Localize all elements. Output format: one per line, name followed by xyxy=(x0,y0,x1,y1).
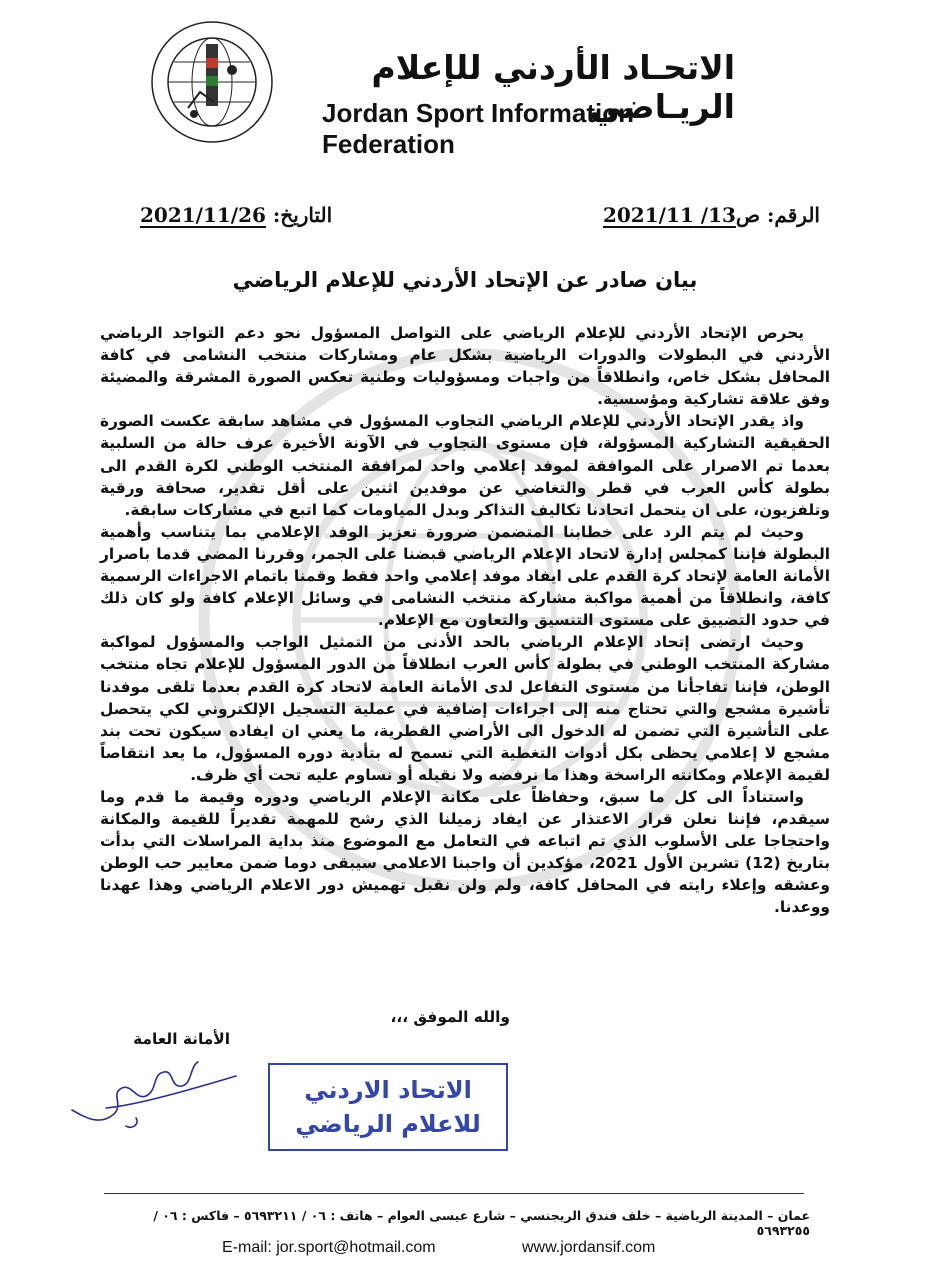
letter-date xyxy=(140,203,332,227)
footer-email: E-mail: jor.sport@hotmail.com xyxy=(222,1239,436,1256)
closing-line: والله الموفق ،،، xyxy=(390,1008,510,1026)
body-paragraph: وحيث ارتضى إتحاد الإعلام الرياضي بالحد الأدنى من التمثيل الواجب والمسؤول لمواكبة مشاركة المنتخب الوطني في بطولة كأس العرب انطلاقاً من الدور المسؤول للإعلام تجاه منتخب الوطن، فإننا تفاجأنا من مستوى التفاعل لدى الأمانة العامة لاتحاد كرة القدم بعدما تلقى موفدنا تأشيرة مشجع والتي تحتاج منه إلى اجراءات إضافية في عملية التسجيل الإلكتروني لكي يتحصل على التأشيرة التي تضمن له الدخول الى الأراضي القطرية، ما يعني ان ايفاده سيكون تحت بند مشجع لا إعلامي يحظى بكل أدوات التغطية التي تسمح له بتأدية دوره المسؤول، ما يعد انتقاصاً لقيمة الإعلام ومكانته الراسخة وهذا ما نرفضه ولا نقبله أو نساوم عليه تحت أي ظرف. xyxy=(100,633,830,784)
footer-website: www.jordansif.com xyxy=(522,1239,656,1256)
stamp-line-2: للاعلام الرياضي xyxy=(295,1110,481,1138)
date-label: التاريخ: xyxy=(265,203,333,227)
statement-subject: بيان صادر عن الإتحاد الأردني للإعلام الرياضي xyxy=(232,268,698,292)
federation-logo xyxy=(148,18,276,146)
body-paragraph: واذ يقدر الإتحاد الأردني للإعلام الرياضي التجاوب المسؤول في مشاهد سابقة عكست الصورة الحقيقية التشاركية المسؤولة، فإن مستوى التجاوب في الآونة الأخيرة عرف حالة من السلبية بعدما تم الاصرار على الموافقة لموفد إعلامي واحد لمرافقة المنتخب الوطني لكرة القدم الى بطولة كأس العرب في قطر والتغاضي عن موفدين اثنين على أقل تقدير، صحافة ورقية وتلفزيون، على ان يتحمل اتحادنا تكاليف التذاكر وبدل المياومات كما اتبع في مشاركات سابقة. xyxy=(100,412,830,519)
reference-value: 13/ 2021/11 xyxy=(602,203,736,227)
stamp-line-1: الاتحاد الاردني xyxy=(304,1076,472,1104)
reference-label: الرقم: ص xyxy=(735,203,820,227)
statement-body xyxy=(100,322,830,919)
body-paragraph: يحرص الإتحاد الأردني للإعلام الرياضي على التواصل المسؤول نحو دعم التواجد الرياضي الأردني في البطولات والدورات الرياضية بشكل عام ومشاركات منتخب النشامى في كافة المحافل بشكل خاص، وانطلاقاً من واجبات ومسؤوليات وطنية تعكس الصورة المشرقة والمضيئة وفق علاقة تشاركية ومؤسسية. xyxy=(100,324,830,409)
reference-number xyxy=(603,203,820,227)
body-paragraph: وحيث لم يتم الرد على خطابنا المتضمن ضرورة تعزيز الوفد الإعلامي بما يتناسب وأهمية البطولة فإننا كمجلس إدارة لاتحاد الإعلام الرياضي قبضنا على الجمر، وقررنا المضي قدما باصرار الأمانة العامة لإتحاد كرة القدم على ايفاد موفد إعلامي واحد فقط وقمنا باتمام الاجراءات الرسمية كافة، وانطلاقاً من أهمية مواكبة مشاركة منتخب النشامى في وسائل الإعلام كافة ولو كان ذلك في حدود التضييق على مستوى التنسيق والتعاون مع الإعلام. xyxy=(100,522,830,630)
official-stamp xyxy=(268,1063,508,1151)
footer-divider xyxy=(104,1193,804,1194)
handwritten-signature xyxy=(66,1048,242,1138)
signer-title: الأمانة العامة xyxy=(133,1030,230,1048)
federation-title-arabic: الاتحـاد الأردني للإعلام الريـاضي xyxy=(371,48,735,126)
federation-title-english: Jordan Sport Information Federation xyxy=(322,98,634,159)
body-paragraph: واستناداً الى كل ما سبق، وحفاظاً على مكانة الإعلام الرياضي ودوره وقيمة ما قدم وما سيقدم، فإننا نعلن قرار الاعتذار عن ايفاد زميلنا الذي رشح للمهمة تقديراً للقيمة والمكانة واحتجاجا على الأسلوب الذي تم اتباعه في التعامل مع الموضوع منذ بداية المراسلات التي بدأت بتاريخ (12) تشرين الأول 2021، مؤكدين أن واجبنا الاعلامي سيبقى دوما ضمن معايير حب الوطن وعشقه وإعلاء رايته في المحافل كافة، ولم ولن نقبل تهميش دور الاعلام الرياضي وهذا عهدنا ووعدنا. xyxy=(100,787,830,917)
footer-address: عمان – المدينة الرياضية – خلف فندق الريجنسي – شارع عيسى العوام – هاتف : ٠٦ / ٥٦٩٣٢١١ – فاكس : ٠٦ / ٥٦٩٣٢٥٥ xyxy=(153,1208,810,1238)
date-value: 2021/11/26 xyxy=(140,203,266,227)
